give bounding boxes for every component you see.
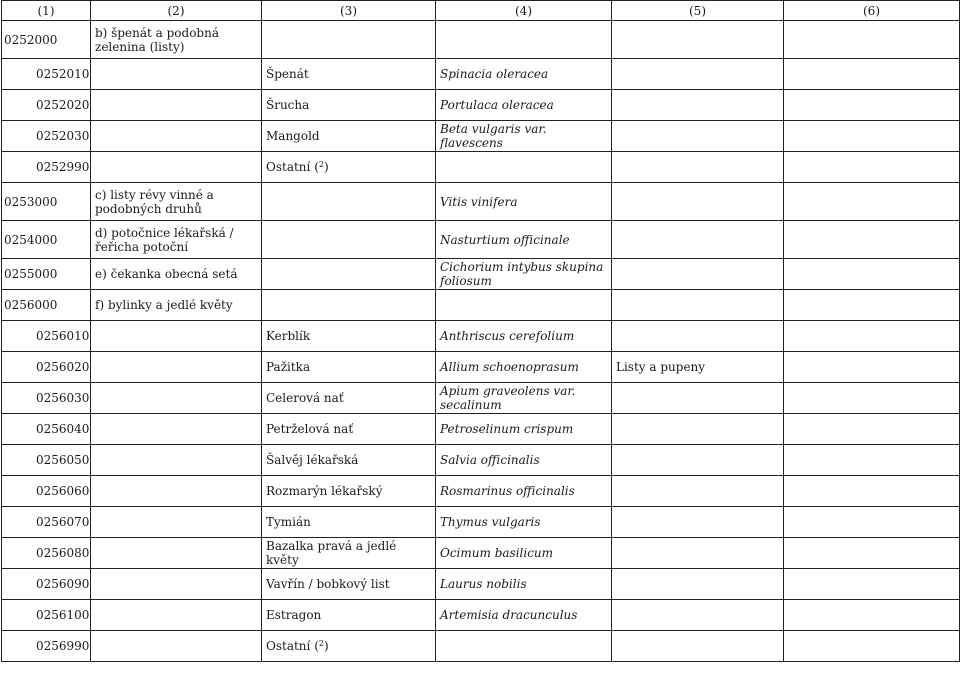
scientific-name-cell: Cichorium intybus skupina foliosum — [436, 259, 612, 290]
empty-cell — [784, 290, 960, 321]
empty-cell — [784, 21, 960, 59]
note-cell — [612, 59, 784, 90]
group-cell — [91, 121, 262, 152]
empty-cell — [784, 569, 960, 600]
note-cell — [612, 600, 784, 631]
group-cell — [91, 152, 262, 183]
empty-cell — [784, 600, 960, 631]
name-text: Kerblík — [266, 329, 311, 343]
name-text: Šrucha — [266, 98, 310, 112]
code-cell: 0256990 — [2, 631, 91, 662]
table-row — [2, 259, 960, 290]
scientific-name-cell: Beta vulgaris var. flavescens — [436, 121, 612, 152]
column-header: (5) — [612, 1, 784, 21]
name-text: Šalvěj lékařská — [266, 453, 359, 467]
empty-cell — [784, 152, 960, 183]
code-cell: 0256030 — [2, 383, 91, 414]
note-cell — [612, 476, 784, 507]
note-cell — [612, 631, 784, 662]
empty-cell — [784, 414, 960, 445]
empty-cell — [784, 259, 960, 290]
empty-cell — [784, 59, 960, 90]
name-cell — [262, 414, 436, 445]
code-cell: 0256060 — [2, 476, 91, 507]
code-cell: 0252990 — [2, 152, 91, 183]
scientific-name-cell: Petroselinum crispum — [436, 414, 612, 445]
note-cell — [612, 90, 784, 121]
table-row — [2, 476, 960, 507]
table-row — [2, 121, 960, 152]
name-text: Tymián — [266, 515, 311, 529]
scientific-name-cell: Nasturtium officinale — [436, 221, 612, 259]
group-cell — [91, 445, 262, 476]
name-cell: Ostatní ($^2$) — [262, 631, 436, 662]
empty-cell — [784, 538, 960, 569]
note-cell — [612, 183, 784, 221]
table-row — [2, 414, 960, 445]
empty-cell — [784, 445, 960, 476]
table-row — [2, 569, 960, 600]
name-text: Ostatní — [266, 160, 311, 174]
note-cell — [612, 290, 784, 321]
scientific-name-cell: Salvia officinalis — [436, 445, 612, 476]
scientific-name-cell: Artemisia dracunculus — [436, 600, 612, 631]
empty-cell — [784, 90, 960, 121]
group-cell: e) čekanka obecná setá — [91, 259, 262, 290]
table-row — [2, 21, 960, 59]
header-row — [2, 1, 960, 21]
name-cell — [262, 476, 436, 507]
name-text: Estragon — [266, 608, 322, 622]
name-cell — [262, 538, 436, 569]
empty-cell — [784, 352, 960, 383]
code-cell: 0256050 — [2, 445, 91, 476]
note-cell — [612, 538, 784, 569]
table-row — [2, 538, 960, 569]
group-cell — [91, 476, 262, 507]
name-cell — [262, 221, 436, 259]
table-row — [2, 290, 960, 321]
name-cell — [262, 352, 436, 383]
column-header: (6) — [784, 1, 960, 21]
name-text: Mangold — [266, 129, 320, 143]
table-row — [2, 445, 960, 476]
scientific-name-cell: Anthriscus cerefolium — [436, 321, 612, 352]
code-cell: 0254000 — [2, 221, 91, 259]
name-cell: Ostatní ($^2$) — [262, 152, 436, 183]
group-cell: d) potočnice lékařská / řeřicha potoční — [91, 221, 262, 259]
code-cell: 0252030 — [2, 121, 91, 152]
name-cell — [262, 600, 436, 631]
table-row — [2, 631, 960, 662]
group-cell: c) listy révy vinné a podobných druhů — [91, 183, 262, 221]
name-cell — [262, 569, 436, 600]
empty-cell — [784, 121, 960, 152]
scientific-name-cell: Laurus nobilis — [436, 569, 612, 600]
code-cell: 0256000 — [2, 290, 91, 321]
empty-cell — [784, 221, 960, 259]
table-row — [2, 221, 960, 259]
note-cell: Listy a pupeny — [612, 352, 784, 383]
name-cell — [262, 259, 436, 290]
scientific-name-cell — [436, 290, 612, 321]
name-text: Pažitka — [266, 360, 311, 374]
group-cell — [91, 507, 262, 538]
name-cell — [262, 383, 436, 414]
note-cell — [612, 221, 784, 259]
table-row — [2, 507, 960, 538]
code-cell: 0252010 — [2, 59, 91, 90]
group-cell — [91, 383, 262, 414]
scientific-name-cell: Vitis vinifera — [436, 183, 612, 221]
name-cell — [262, 445, 436, 476]
empty-cell — [784, 476, 960, 507]
empty-cell — [784, 383, 960, 414]
name-text: Vavřín / bobkový list — [266, 577, 390, 591]
name-cell — [262, 121, 436, 152]
name-text: Petrželová nať — [266, 422, 354, 436]
table-row — [2, 90, 960, 121]
scientific-name-cell: Ocimum basilicum — [436, 538, 612, 569]
scientific-name-cell — [436, 631, 612, 662]
group-cell — [91, 352, 262, 383]
footnote-ref: 2 — [318, 639, 324, 648]
group-cell — [91, 90, 262, 121]
note-cell — [612, 121, 784, 152]
code-cell: 0256100 — [2, 600, 91, 631]
group-cell: f) bylinky a jedlé květy — [91, 290, 262, 321]
scientific-name-cell — [436, 152, 612, 183]
column-header: (1) — [2, 1, 91, 21]
empty-cell — [784, 183, 960, 221]
group-cell — [91, 59, 262, 90]
name-cell — [262, 321, 436, 352]
table-row — [2, 183, 960, 221]
code-cell: 0252020 — [2, 90, 91, 121]
column-header: (2) — [91, 1, 262, 21]
name-cell — [262, 90, 436, 121]
empty-cell — [784, 507, 960, 538]
code-cell: 0253000 — [2, 183, 91, 221]
column-header: (4) — [436, 1, 612, 21]
column-header: (3) — [262, 1, 436, 21]
group-cell — [91, 538, 262, 569]
table-row — [2, 383, 960, 414]
name-cell — [262, 290, 436, 321]
note-cell — [612, 259, 784, 290]
group-cell: b) špenát a podobná zelenina (listy) — [91, 21, 262, 59]
code-cell: 0256020 — [2, 352, 91, 383]
note-cell — [612, 569, 784, 600]
note-cell — [612, 414, 784, 445]
note-cell — [612, 21, 784, 59]
name-text: Celerová nať — [266, 391, 344, 405]
empty-cell — [784, 631, 960, 662]
name-text: Bazalka pravá a jedlé květy — [266, 539, 397, 567]
name-cell — [262, 21, 436, 59]
scientific-name-cell: Spinacia oleracea — [436, 59, 612, 90]
scientific-name-cell: Allium schoenoprasum — [436, 352, 612, 383]
scientific-name-cell: Portulaca oleracea — [436, 90, 612, 121]
table-row — [2, 59, 960, 90]
footnote-ref: 2 — [318, 160, 324, 169]
note-cell — [612, 445, 784, 476]
name-cell — [262, 183, 436, 221]
code-cell: 0252000 — [2, 21, 91, 59]
scientific-name-cell: Thymus vulgaris — [436, 507, 612, 538]
group-cell — [91, 600, 262, 631]
empty-cell — [784, 321, 960, 352]
residue-table — [1, 0, 960, 662]
group-cell — [91, 631, 262, 662]
code-cell: 0256090 — [2, 569, 91, 600]
note-cell — [612, 383, 784, 414]
scientific-name-cell: Apium graveolens var. secalinum — [436, 383, 612, 414]
name-cell — [262, 59, 436, 90]
table-body — [2, 21, 960, 662]
code-cell: 0256070 — [2, 507, 91, 538]
note-cell — [612, 321, 784, 352]
name-text: Ostatní — [266, 639, 311, 653]
table-row — [2, 600, 960, 631]
table-row — [2, 321, 960, 352]
scientific-name-cell: Rosmarinus officinalis — [436, 476, 612, 507]
table-row — [2, 152, 960, 183]
code-cell: 0255000 — [2, 259, 91, 290]
name-text: Rozmarýn lékařský — [266, 484, 383, 498]
note-cell — [612, 507, 784, 538]
name-text: Špenát — [266, 67, 309, 81]
code-cell: 0256080 — [2, 538, 91, 569]
group-cell — [91, 569, 262, 600]
group-cell — [91, 414, 262, 445]
name-cell — [262, 507, 436, 538]
code-cell: 0256040 — [2, 414, 91, 445]
code-cell: 0256010 — [2, 321, 91, 352]
scientific-name-cell — [436, 21, 612, 59]
group-cell — [91, 321, 262, 352]
table-row — [2, 352, 960, 383]
note-cell — [612, 152, 784, 183]
